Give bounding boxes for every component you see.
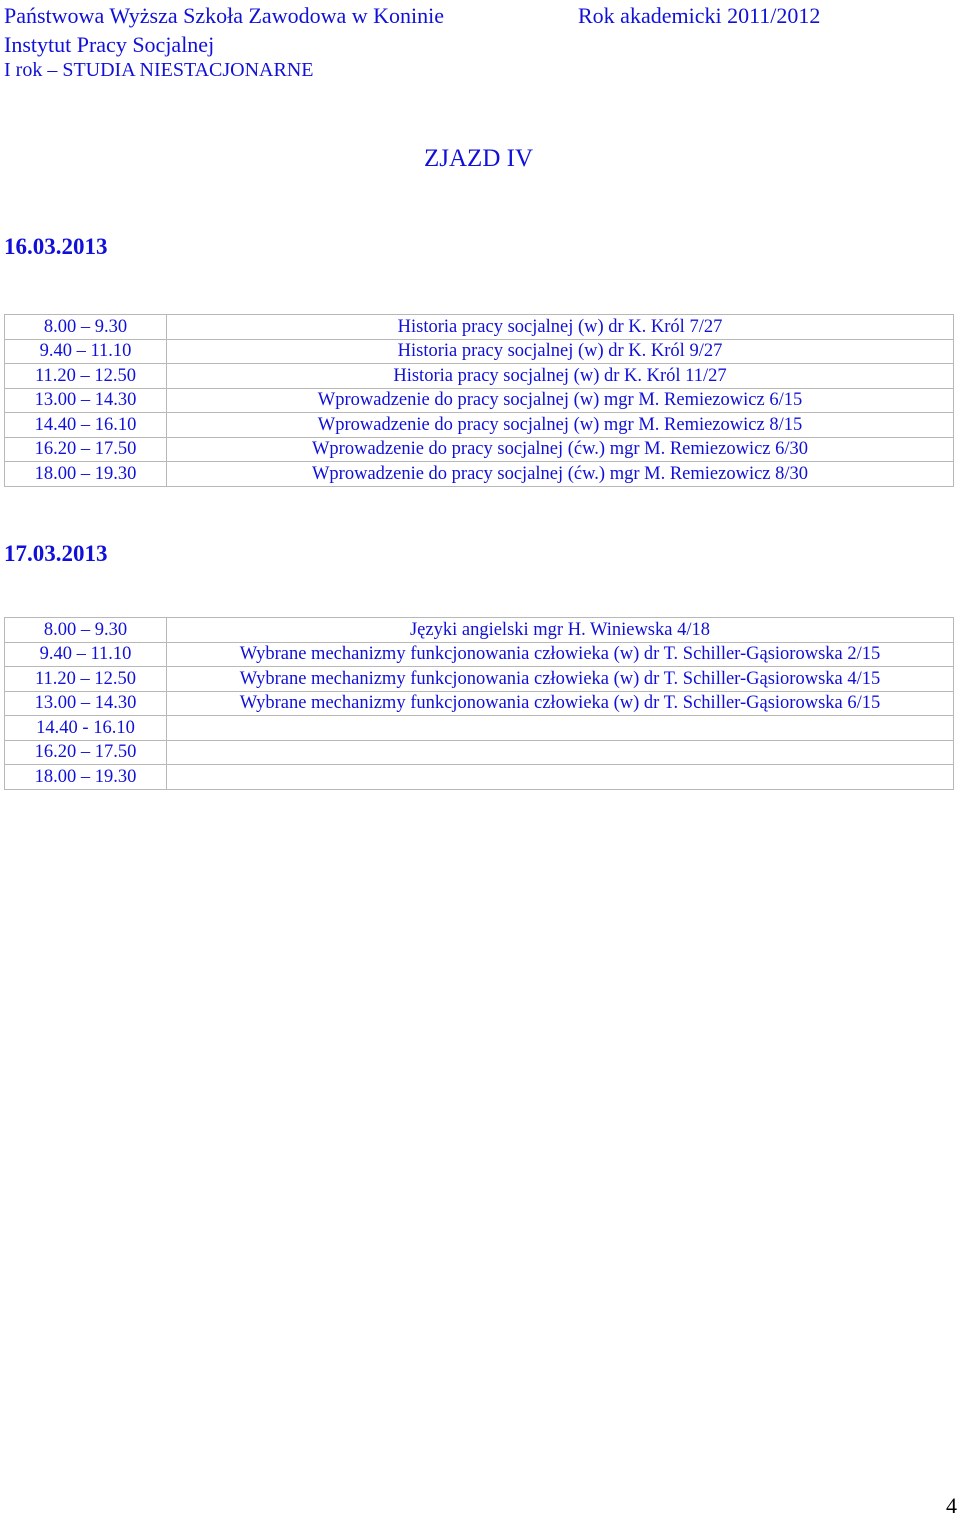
schedule-table-day2: [4, 617, 954, 790]
subject-cell: Wprowadzenie do pracy socjalnej (w) mgr M. Remiezowicz 8/15: [167, 413, 954, 438]
subject-cell: Wybrane mechanizmy funkcjonowania człowieka (w) dr T. Schiller-Gąsiorowska 6/15: [167, 691, 954, 716]
table-row: [5, 740, 954, 765]
time-cell: 8.00 – 9.30: [5, 315, 167, 340]
course-info: I rok – STUDIA NIESTACJONARNE: [4, 59, 314, 81]
time-cell: 14.40 - 16.10: [5, 716, 167, 741]
table-row: [5, 462, 954, 487]
table-row: [5, 315, 954, 340]
subject-cell: [167, 765, 954, 790]
table-row: [5, 618, 954, 643]
time-cell: 9.40 – 11.10: [5, 642, 167, 667]
time-cell: 16.20 – 17.50: [5, 740, 167, 765]
schedule-table-day1: [4, 314, 954, 487]
day-date: 16.03.2013: [4, 234, 108, 259]
table-row: [5, 339, 954, 364]
subject-cell: Wybrane mechanizmy funkcjonowania człowieka (w) dr T. Schiller-Gąsiorowska 4/15: [167, 667, 954, 692]
table-row: [5, 765, 954, 790]
subject-cell: Wprowadzenie do pracy socjalnej (ćw.) mgr M. Remiezowicz 6/30: [167, 437, 954, 462]
day-date: 17.03.2013: [4, 541, 108, 566]
academic-year: Rok akademicki 2011/2012: [578, 3, 821, 28]
time-cell: 13.00 – 14.30: [5, 691, 167, 716]
subject-cell: Wybrane mechanizmy funkcjonowania człowieka (w) dr T. Schiller-Gąsiorowska 2/15: [167, 642, 954, 667]
table-row: [5, 667, 954, 692]
time-cell: 11.20 – 12.50: [5, 364, 167, 389]
subject-cell: [167, 740, 954, 765]
subject-cell: Wprowadzenie do pracy socjalnej (w) mgr M. Remiezowicz 6/15: [167, 388, 954, 413]
time-cell: 18.00 – 19.30: [5, 765, 167, 790]
table-row: [5, 716, 954, 741]
session-title: ZJAZD IV: [424, 145, 534, 172]
table-row: [5, 364, 954, 389]
time-cell: 11.20 – 12.50: [5, 667, 167, 692]
table-row: [5, 437, 954, 462]
table-row: [5, 691, 954, 716]
time-cell: 8.00 – 9.30: [5, 618, 167, 643]
table-row: [5, 413, 954, 438]
page-number: 4: [946, 1493, 957, 1518]
subject-cell: Wprowadzenie do pracy socjalnej (ćw.) mgr M. Remiezowicz 8/30: [167, 462, 954, 487]
subject-cell: Historia pracy socjalnej (w) dr K. Król 11/27: [167, 364, 954, 389]
table-row: [5, 388, 954, 413]
subject-cell: Języki angielski mgr H. Winiewska 4/18: [167, 618, 954, 643]
institute-name: Instytut Pracy Socjalnej: [4, 32, 215, 57]
school-name: Państwowa Wyższa Szkoła Zawodowa w Koninie: [4, 3, 444, 28]
time-cell: 13.00 – 14.30: [5, 388, 167, 413]
subject-cell: Historia pracy socjalnej (w) dr K. Król 9/27: [167, 339, 954, 364]
time-cell: 14.40 – 16.10: [5, 413, 167, 438]
time-cell: 16.20 – 17.50: [5, 437, 167, 462]
subject-cell: [167, 716, 954, 741]
subject-cell: Historia pracy socjalnej (w) dr K. Król 7/27: [167, 315, 954, 340]
time-cell: 18.00 – 19.30: [5, 462, 167, 487]
time-cell: 9.40 – 11.10: [5, 339, 167, 364]
table-row: [5, 642, 954, 667]
